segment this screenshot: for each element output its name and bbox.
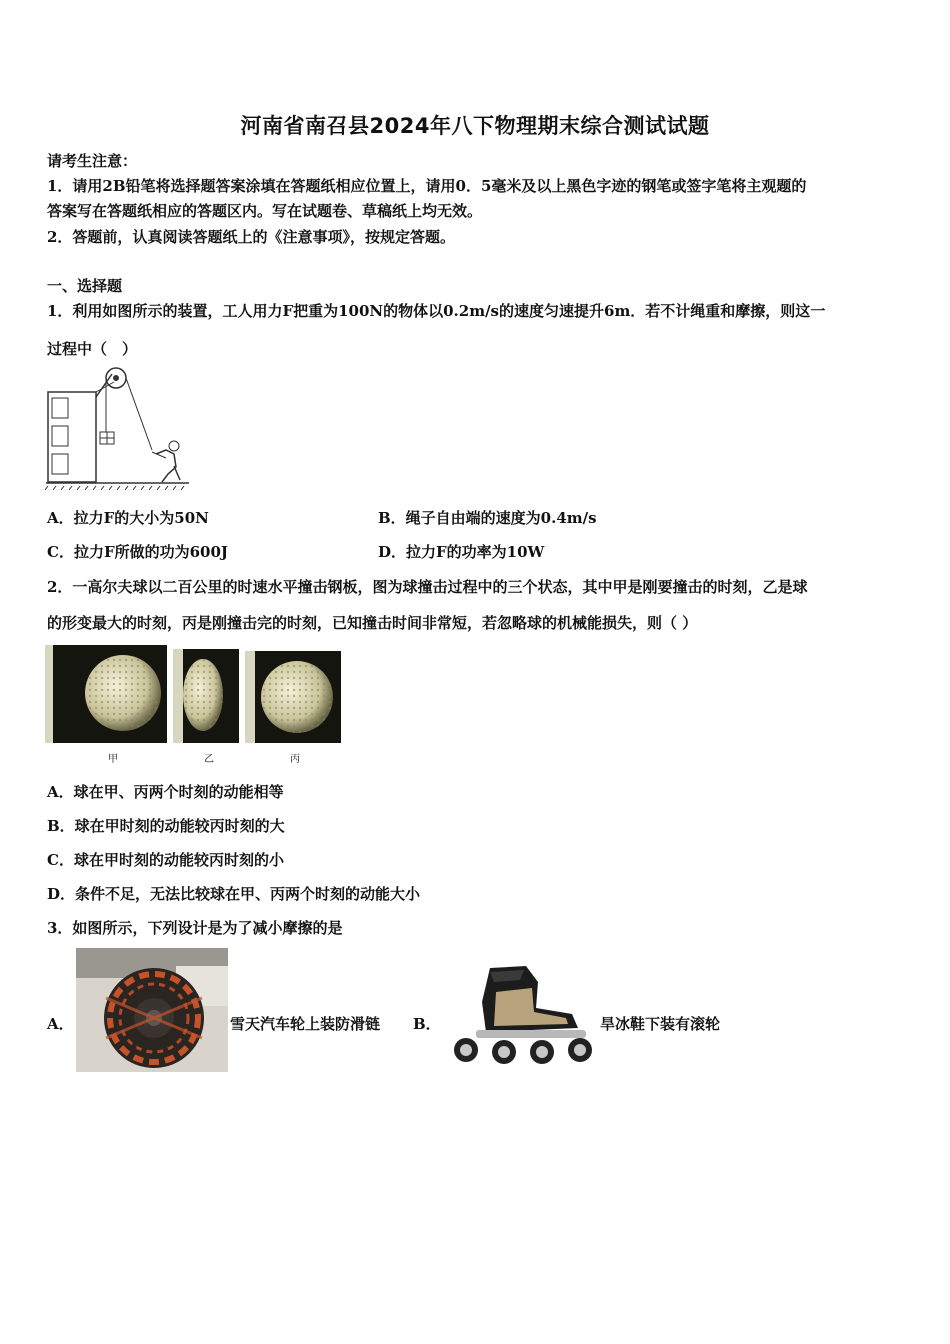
notice-line-1b: 答案写在答题纸相应的答题区内。写在试题卷、草稿纸上均无效。 <box>47 202 483 220</box>
q2-option-d: D．条件不足，无法比较球在甲、丙两个时刻的动能大小 <box>47 885 421 903</box>
q2-option-a: A．球在甲、丙两个时刻的动能相等 <box>47 783 284 801</box>
page-title: 河南省南召县2024年八下物理期末综合测试试题 <box>240 114 710 138</box>
q2-option-c: C．球在甲时刻的动能较丙时刻的小 <box>47 851 284 869</box>
section-heading: 一、选择题 <box>47 277 123 295</box>
q2-stem-line-1: 2．一高尔夫球以二百公里的时速水平撞击钢板，图为球撞击过程中的三个状态，其中甲是刚要撞击的时刻，乙是球 <box>47 578 808 596</box>
snow-chain-tire-image <box>76 948 228 1072</box>
golf-ball-impact-figure <box>45 645 345 765</box>
notice-heading: 请考生注意： <box>47 152 138 170</box>
q1-stem-line-1: 1．利用如图所示的装置，工人用力F把重为100N的物体以0.2m/s的速度匀速提升6m．若不计绳重和摩擦，则这一 <box>47 302 826 320</box>
q1-option-d: D．拉力F的功率为10W <box>378 543 545 561</box>
caption-yi: 乙 <box>204 754 214 765</box>
q1-option-c: C．拉力F所做的功为600J <box>47 543 228 561</box>
q3-option-b-label: B． <box>413 1015 441 1033</box>
q3-option-a-label: A． <box>47 1015 74 1033</box>
q3-option-b-text: 旱冰鞋下装有滚轮 <box>600 1015 721 1033</box>
q2-stem-line-2: 的形变最大的时刻，丙是刚撞击完的时刻，已知撞击时间非常短，若忽略球的机械能损失，则（ ） <box>47 614 698 632</box>
roller-skate-image <box>446 962 598 1066</box>
caption-jia: 甲 <box>108 754 118 765</box>
notice-line-1a: 1．请用2B铅笔将选择题答案涂填在答题纸相应位置上，请用0．5毫米及以上黑色字迹的钢笔或签字笔将主观题的 <box>47 177 807 195</box>
pulley-worker-figure <box>44 362 194 490</box>
q3-stem: 3．如图所示，下列设计是为了减小摩擦的是 <box>47 919 343 937</box>
caption-bing: 丙 <box>290 754 300 765</box>
q1-stem-line-2: 过程中（ ） <box>47 340 138 358</box>
q2-option-b: B．球在甲时刻的动能较丙时刻的大 <box>47 817 285 835</box>
notice-line-2: 2．答题前，认真阅读答题纸上的《注意事项》，按规定答题。 <box>47 228 455 246</box>
q3-option-a-text: 雪天汽车轮上装防滑链 <box>230 1015 381 1033</box>
q1-option-b: B．绳子自由端的速度为0.4m/s <box>378 509 597 527</box>
q1-option-a: A．拉力F的大小为50N <box>47 509 209 527</box>
